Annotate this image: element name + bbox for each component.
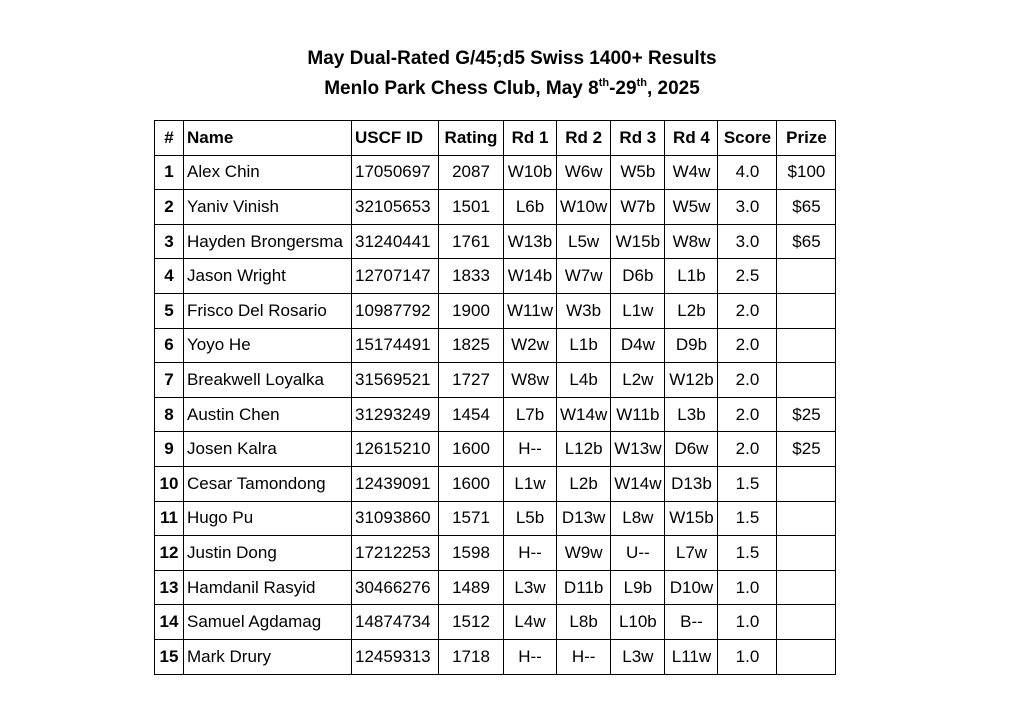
cell-round-1: L3w [504,570,557,605]
cell-prize: $25 [777,397,836,432]
cell-name: Yaniv Vinish [184,190,352,225]
cell-round-1: W8w [504,363,557,398]
cell-round-2: W10w [557,190,611,225]
cell-round-1: L6b [504,190,557,225]
cell-round-1: L5b [504,501,557,536]
cell-round-2: L1b [557,328,611,363]
cell-number: 10 [155,466,184,501]
cell-round-3: W14w [611,466,665,501]
cell-uscf-id: 12439091 [352,466,439,501]
cell-round-4: L7w [665,536,718,571]
cell-number: 3 [155,224,184,259]
cell-round-4: W4w [665,155,718,190]
cell-rating: 1512 [439,605,504,640]
cell-score: 2.0 [718,363,777,398]
cell-round-1: W11w [504,293,557,328]
cell-name: Breakwell Loyalka [184,363,352,398]
cell-round-2: W6w [557,155,611,190]
cell-round-4: D10w [665,570,718,605]
cell-number: 8 [155,397,184,432]
cell-round-2: W7w [557,259,611,294]
cell-name: Hamdanil Rasyid [184,570,352,605]
table-row [155,605,836,640]
cell-prize [777,363,836,398]
header-round-2: Rd 2 [557,121,611,156]
cell-prize [777,293,836,328]
cell-number: 14 [155,605,184,640]
table-row [155,328,836,363]
cell-name: Hayden Brongersma [184,224,352,259]
title-superscript-2: th [636,76,647,89]
cell-uscf-id: 12459313 [352,639,439,674]
cell-round-2: D13w [557,501,611,536]
table-row [155,466,836,501]
cell-round-4: D13b [665,466,718,501]
cell-round-2: L5w [557,224,611,259]
cell-round-4: W5w [665,190,718,225]
cell-uscf-id: 31569521 [352,363,439,398]
cell-prize [777,570,836,605]
cell-name: Jason Wright [184,259,352,294]
cell-round-3: W15b [611,224,665,259]
cell-uscf-id: 30466276 [352,570,439,605]
cell-round-4: D9b [665,328,718,363]
cell-name: Hugo Pu [184,501,352,536]
cell-round-4: D6w [665,432,718,467]
cell-round-4: L3b [665,397,718,432]
cell-rating: 1727 [439,363,504,398]
cell-round-4: W8w [665,224,718,259]
cell-round-1: W13b [504,224,557,259]
cell-score: 2.0 [718,432,777,467]
cell-score: 4.0 [718,155,777,190]
cell-round-1: H-- [504,639,557,674]
cell-round-1: L1w [504,466,557,501]
cell-round-2: L2b [557,466,611,501]
cell-score: 1.0 [718,639,777,674]
cell-round-3: W13w [611,432,665,467]
cell-round-1: W14b [504,259,557,294]
cell-score: 1.0 [718,605,777,640]
cell-name: Samuel Agdamag [184,605,352,640]
cell-rating: 1600 [439,466,504,501]
cell-round-3: L1w [611,293,665,328]
cell-round-1: W2w [504,328,557,363]
cell-rating: 1761 [439,224,504,259]
cell-round-1: W10b [504,155,557,190]
table-row [155,432,836,467]
cell-round-4: W15b [665,501,718,536]
cell-rating: 1598 [439,536,504,571]
document-title [0,44,1024,104]
cell-name: Austin Chen [184,397,352,432]
cell-rating: 1825 [439,328,504,363]
cell-round-3: D6b [611,259,665,294]
cell-number: 5 [155,293,184,328]
title-superscript-1: th [598,76,610,89]
cell-rating: 1501 [439,190,504,225]
cell-number: 7 [155,363,184,398]
cell-round-2: L8b [557,605,611,640]
cell-round-1: H-- [504,432,557,467]
cell-round-1: H-- [504,536,557,571]
cell-rating: 1900 [439,293,504,328]
cell-round-3: L2w [611,363,665,398]
header-uscf-id: USCF ID [352,121,439,156]
cell-prize [777,639,836,674]
cell-rating: 1600 [439,432,504,467]
cell-round-2: L12b [557,432,611,467]
results-table [154,120,836,675]
cell-uscf-id: 31093860 [352,501,439,536]
table-row [155,259,836,294]
table-row [155,155,836,190]
cell-number: 15 [155,639,184,674]
cell-uscf-id: 12707147 [352,259,439,294]
title-line-2 [0,74,1024,104]
cell-round-4: L11w [665,639,718,674]
table-row [155,639,836,674]
cell-round-1: L7b [504,397,557,432]
cell-round-3: L8w [611,501,665,536]
cell-round-4: L2b [665,293,718,328]
cell-round-2: W9w [557,536,611,571]
cell-number: 9 [155,432,184,467]
cell-prize: $25 [777,432,836,467]
table-row [155,570,836,605]
cell-uscf-id: 10987792 [352,293,439,328]
cell-round-3: W5b [611,155,665,190]
cell-uscf-id: 15174491 [352,328,439,363]
cell-round-2: L4b [557,363,611,398]
table-row [155,397,836,432]
cell-prize: $65 [777,224,836,259]
table-row [155,190,836,225]
cell-round-3: D4w [611,328,665,363]
table-row [155,224,836,259]
title-line-1: May Dual-Rated G/45;d5 Swiss 1400+ Results [307,48,717,69]
cell-score: 1.0 [718,570,777,605]
cell-uscf-id: 32105653 [352,190,439,225]
cell-round-4: W12b [665,363,718,398]
cell-rating: 1454 [439,397,504,432]
header-number: # [155,121,184,156]
cell-score: 1.5 [718,466,777,501]
header-name: Name [184,121,352,156]
cell-score: 3.0 [718,190,777,225]
cell-prize [777,536,836,571]
cell-prize [777,328,836,363]
header-round-4: Rd 4 [665,121,718,156]
cell-prize: $100 [777,155,836,190]
cell-rating: 1489 [439,570,504,605]
cell-rating: 1718 [439,639,504,674]
cell-round-2: W3b [557,293,611,328]
cell-rating: 1571 [439,501,504,536]
cell-round-2: D11b [557,570,611,605]
cell-name: Justin Dong [184,536,352,571]
cell-uscf-id: 17050697 [352,155,439,190]
cell-number: 2 [155,190,184,225]
cell-number: 12 [155,536,184,571]
cell-name: Josen Kalra [184,432,352,467]
cell-number: 1 [155,155,184,190]
cell-prize [777,259,836,294]
cell-uscf-id: 12615210 [352,432,439,467]
cell-round-3: W7b [611,190,665,225]
cell-round-4: L1b [665,259,718,294]
header-score: Score [718,121,777,156]
cell-round-1: L4w [504,605,557,640]
cell-round-3: L3w [611,639,665,674]
cell-number: 13 [155,570,184,605]
cell-name: Alex Chin [184,155,352,190]
header-row [155,121,836,156]
cell-round-2: W14w [557,397,611,432]
title-line-2-suffix: , 2025 [646,78,700,99]
header-rating: Rating [439,121,504,156]
table-row [155,536,836,571]
cell-number: 6 [155,328,184,363]
cell-rating: 2087 [439,155,504,190]
cell-uscf-id: 14874734 [352,605,439,640]
cell-number: 11 [155,501,184,536]
cell-name: Mark Drury [184,639,352,674]
table-row [155,363,836,398]
cell-round-2: H-- [557,639,611,674]
cell-round-3: L10b [611,605,665,640]
cell-score: 1.5 [718,501,777,536]
cell-name: Cesar Tamondong [184,466,352,501]
table-row [155,501,836,536]
cell-prize [777,466,836,501]
cell-prize [777,501,836,536]
cell-uscf-id: 17212253 [352,536,439,571]
cell-score: 2.0 [718,328,777,363]
cell-prize: $65 [777,190,836,225]
cell-round-4: B-- [665,605,718,640]
cell-rating: 1833 [439,259,504,294]
table-row [155,293,836,328]
cell-score: 2.0 [718,293,777,328]
cell-number: 4 [155,259,184,294]
cell-round-3: L9b [611,570,665,605]
cell-round-3: U-- [611,536,665,571]
cell-name: Frisco Del Rosario [184,293,352,328]
cell-uscf-id: 31293249 [352,397,439,432]
title-line-2-mid: -29 [609,78,637,99]
cell-round-3: W11b [611,397,665,432]
cell-name: Yoyo He [184,328,352,363]
header-prize: Prize [777,121,836,156]
cell-score: 2.5 [718,259,777,294]
results-body [155,155,836,674]
header-round-1: Rd 1 [504,121,557,156]
cell-score: 2.0 [718,397,777,432]
header-round-3: Rd 3 [611,121,665,156]
cell-prize [777,605,836,640]
cell-score: 3.0 [718,224,777,259]
cell-uscf-id: 31240441 [352,224,439,259]
cell-score: 1.5 [718,536,777,571]
title-line-2-prefix: Menlo Park Chess Club, May 8 [324,78,599,99]
